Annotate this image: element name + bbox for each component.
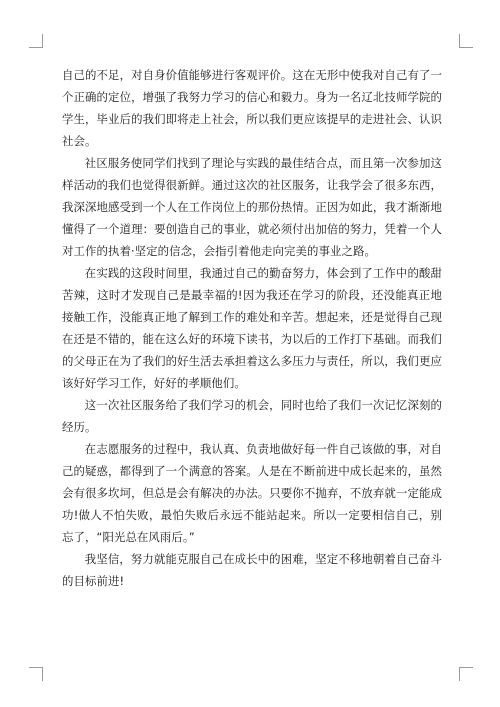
paragraph-6: 我坚信，努力就能克服自己在成长中的困难，坚定不移地朝着自己奋斗的目标前进! [62, 552, 442, 588]
paragraph-3: 在实践的这段时间里，我通过自己的勤奋努力，体会到了工作中的酸甜苦辣，这时才发现自己是最幸福的!因为我还在学习的阶段，还没能真正地接触工作，没能真正地了解到工作的难处和辛苦。想起来，还是觉得自己现在还是不错的，能在这么好的环境下读书，为以后的工作打下基础。而我们的父母正在为了我们的好生活去承担着这么多压力与责任，所以，我们更应该好好学习工作，好好的孝顺他们。 [62, 266, 442, 390]
corner-mark-bottom-left [29, 667, 43, 681]
paragraph-1: 自己的不足，对自身价值能够进行客观评价。这在无形中使我对自己有了一个正确的定位，增强了我努力学习的信心和毅力。身为一名辽北技师学院的学生，毕业后的我们即将走上社会，所以我们更应该提早的走进社会、认识社会。 [62, 68, 442, 148]
corner-mark-top-left [29, 34, 43, 48]
paragraph-2: 社区服务使同学们找到了理论与实践的最佳结合点，而且第一次参加这样活动的我们也觉得很新鲜。通过这次的社区服务，让我学会了很多东西，我深深地感受到一个人在工作岗位上的那份热情。正因为如此，我才渐渐地懂得了一个道理：要创造自己的事业，就必须付出加倍的努力，凭着一个人对工作的执着·坚定的信念，会指引着他走向完美的事业之路。 [62, 156, 442, 258]
document-body [62, 64, 442, 592]
corner-mark-top-right [459, 34, 473, 48]
corner-mark-bottom-right [459, 667, 473, 681]
paragraph-4: 这一次社区服务给了我们学习的机会，同时也给了我们一次记忆深刻的经历。 [62, 398, 442, 434]
paragraph-5: 在志愿服务的过程中，我认真、负责地做好每一件自己该做的事，对自己的疑惑，都得到了一个满意的答案。人是在不断前进中成长起来的，虽然会有很多坎坷，但总是会有解决的办法。只要你不抛弃，不放弃就一定能成功!做人不怕失败，最怕失败后永远不能站起来。所以一定要相信自己，别忘了，“阳光总在风雨后。” [62, 442, 442, 544]
